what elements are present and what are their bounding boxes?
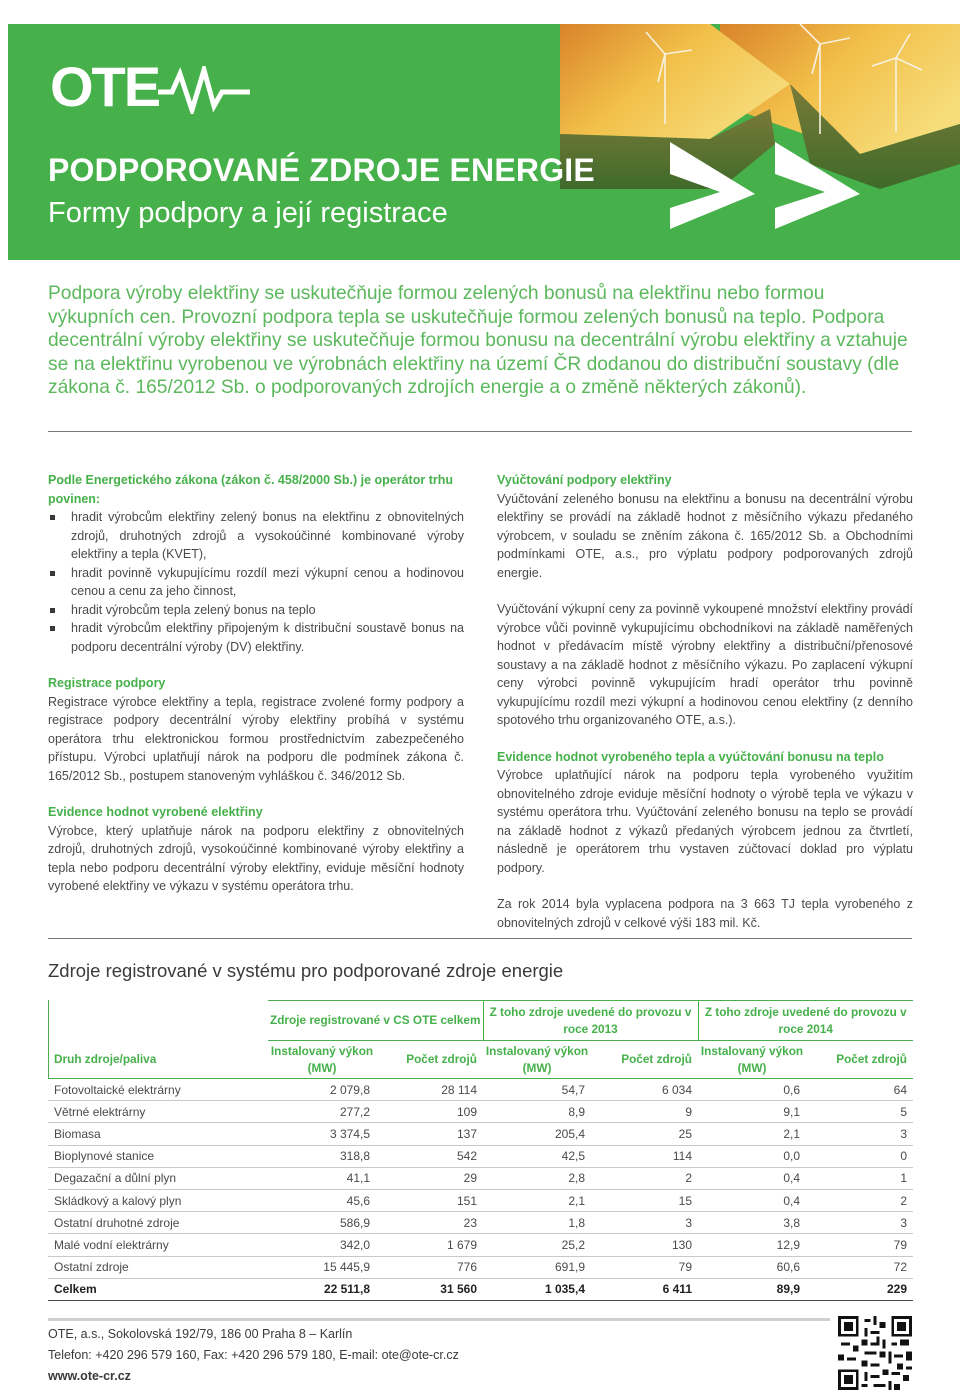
cell: 2,8 bbox=[483, 1167, 591, 1189]
cell: 542 bbox=[376, 1145, 483, 1167]
operator-duties-section bbox=[48, 471, 464, 656]
list-item: hradit výrobcům tepla zelený bonus na teplo bbox=[48, 601, 464, 620]
cell: 3 bbox=[806, 1123, 913, 1145]
cell: 3 bbox=[591, 1212, 698, 1234]
cell: 8,9 bbox=[483, 1101, 591, 1123]
cell: 0,0 bbox=[698, 1145, 806, 1167]
table-row bbox=[48, 1234, 913, 1256]
row-label: Fotovoltaické elektrárny bbox=[48, 1079, 268, 1101]
footer-address: OTE, a.s., Sokolovská 192/79, 186 00 Praha 8 – Karlín bbox=[48, 1327, 353, 1341]
cell: 2,1 bbox=[698, 1123, 806, 1145]
footer-divider bbox=[48, 1318, 830, 1321]
cell: 1,8 bbox=[483, 1212, 591, 1234]
cell: 23 bbox=[376, 1212, 483, 1234]
cell: 3 374,5 bbox=[268, 1123, 376, 1145]
registration-text: Registrace výrobce elektřiny a tepla, registrace zvolené formy podpory a registrace podpory decentrální výroby elektřiny probíhá v systému operátora trhu elektronickou formou prostřednictvím zabezpečeného přístupu. Výrobci uplatňují nárok na podporu dle podmínek zákona č. 165/2012 Sb., postupem stanoveným vyhláškou č. 346/2012 Sb. bbox=[48, 694, 464, 783]
registration-heading: Registrace podpory bbox=[48, 676, 166, 690]
col-header-count: Počet zdrojů bbox=[806, 1041, 913, 1079]
row-label: Bioplynové stanice bbox=[48, 1145, 268, 1167]
cell: 0,4 bbox=[698, 1189, 806, 1211]
cell: 25,2 bbox=[483, 1234, 591, 1256]
sources-table bbox=[48, 1000, 913, 1301]
cell: 28 114 bbox=[376, 1079, 483, 1101]
cell: 2 bbox=[591, 1167, 698, 1189]
table-row bbox=[48, 1189, 913, 1211]
billing-text-2: Vyúčtování výkupní ceny za povinně vykoupené množství elektřiny provádí výrobce vůči povinně vykupujícímu obchodníkovi na základě naměřených hodnot v předávacím místě výrobny elektřiny a distribuční/přenosové soustavy a na základě hodnot z měsíčního výkazu. Po zaplacení výkupní ceny výrobci povinně vykupujícím hradí operátor trhu povinně vykupujícímu rozdíl mezi výkupní a hodinovou cenou elektřiny (z denního spotového trhu organizovaného OTE, a.s.). bbox=[497, 602, 913, 727]
cell: 89,9 bbox=[698, 1278, 806, 1300]
table-row bbox=[48, 1167, 913, 1189]
list-item: hradit povinně vykupujícímu rozdíl mezi výkupní cenou a hodinovou cenou a cenu za jeho činnost, bbox=[48, 564, 464, 601]
list-item: hradit výrobcům elektřiny připojeným k distribuční soustavě bonus na podporu decentrální výroby (DV) elektřiny. bbox=[48, 619, 464, 656]
group-header-2013: Z toho zdroje uvedené do provozu v roce 2013 bbox=[483, 1001, 698, 1041]
cell: 342,0 bbox=[268, 1234, 376, 1256]
row-label: Malé vodní elektrárny bbox=[48, 1234, 268, 1256]
footer bbox=[48, 1324, 828, 1387]
row-label: Biomasa bbox=[48, 1123, 268, 1145]
cell: 79 bbox=[806, 1234, 913, 1256]
table-title: Zdroje registrované v systému pro podporované zdroje energie bbox=[48, 960, 564, 981]
cell: 691,9 bbox=[483, 1256, 591, 1278]
cell: 2 bbox=[806, 1189, 913, 1211]
cell: 31 560 bbox=[376, 1278, 483, 1300]
group-header-2014: Z toho zdroje uvedené do provozu v roce 2014 bbox=[698, 1001, 913, 1041]
electricity-evidence-heading: Evidence hodnot vyrobené elektřiny bbox=[48, 805, 263, 819]
cell: 15 bbox=[591, 1189, 698, 1211]
cell: 3 bbox=[806, 1212, 913, 1234]
billing-text-1: Vyúčtování zeleného bonusu na elektřinu a bonusu na decentrální výrobu elektřiny se provádí na základě hodnot z měsíčního výkazu předaného výrobcem, v souladu se zněním zákona č. 165/2012 Sb. a Obchodními podmínkami OTE, a.s., pro výplatu podpory podporovaných zdrojů energie. bbox=[497, 491, 913, 580]
cell: 25 bbox=[591, 1123, 698, 1145]
table-row bbox=[48, 1256, 913, 1278]
electricity-evidence-text: Výrobce, který uplatňuje nárok na podporu elektřiny z obnovitelných zdrojů, druhotných zdrojů, vysokoúčinné kombinované výroby elektřiny a tepla nebo podporu decentrální výroby elektřiny, eviduje měsíční hodnoty vyrobené elektřiny ve výkazu v systému operátora trhu. bbox=[48, 823, 464, 893]
footer-web-link[interactable]: www.ote-cr.cz bbox=[48, 1369, 131, 1383]
billing-heading: Vyúčtování podpory elektřiny bbox=[497, 473, 672, 487]
cell: 151 bbox=[376, 1189, 483, 1211]
cell: 45,6 bbox=[268, 1189, 376, 1211]
cell: 277,2 bbox=[268, 1101, 376, 1123]
cell: 318,8 bbox=[268, 1145, 376, 1167]
cell: 5 bbox=[806, 1101, 913, 1123]
page-title: PODPOROVANÉ ZDROJE ENERGIE bbox=[48, 152, 595, 188]
cell: 6 411 bbox=[591, 1278, 698, 1300]
col-header-power: Instalovaný výkon (MW) bbox=[268, 1041, 376, 1079]
operator-duties-heading: Podle Energetického zákona (zákon č. 458/2000 Sb.) je operátor trhu povinen: bbox=[48, 473, 453, 506]
cell: 6 034 bbox=[591, 1079, 698, 1101]
cell: 41,1 bbox=[268, 1167, 376, 1189]
cell: 79 bbox=[591, 1256, 698, 1278]
cell: 9,1 bbox=[698, 1101, 806, 1123]
divider bbox=[48, 431, 912, 432]
cell: 1 679 bbox=[376, 1234, 483, 1256]
cell: 229 bbox=[806, 1278, 913, 1300]
cell: 15 445,9 bbox=[268, 1256, 376, 1278]
cell: 114 bbox=[591, 1145, 698, 1167]
qr-code-icon bbox=[838, 1316, 912, 1390]
pulse-wave-icon bbox=[158, 66, 250, 114]
cell: 586,9 bbox=[268, 1212, 376, 1234]
table-row bbox=[48, 1145, 913, 1167]
cell: 1 bbox=[806, 1167, 913, 1189]
header-banner bbox=[8, 24, 960, 260]
cell: 3,8 bbox=[698, 1212, 806, 1234]
cell: 205,4 bbox=[483, 1123, 591, 1145]
cell: 1 035,4 bbox=[483, 1278, 591, 1300]
cell: 0,4 bbox=[698, 1167, 806, 1189]
operator-duties-list bbox=[48, 508, 464, 656]
cell: 0,6 bbox=[698, 1079, 806, 1101]
cell: 776 bbox=[376, 1256, 483, 1278]
cell: 130 bbox=[591, 1234, 698, 1256]
cell: 2 079,8 bbox=[268, 1079, 376, 1101]
table-total-row bbox=[48, 1278, 913, 1300]
registration-section bbox=[48, 674, 464, 785]
cell: 109 bbox=[376, 1101, 483, 1123]
table-row bbox=[48, 1123, 913, 1145]
footer-contact: Telefon: +420 296 579 160, Fax: +420 296 579 180, E-mail: ote@ote-cr.cz bbox=[48, 1348, 459, 1362]
cell: 9 bbox=[591, 1101, 698, 1123]
row-label: Ostatní druhotné zdroje bbox=[48, 1212, 268, 1234]
sources-table-wrapper bbox=[48, 1000, 913, 1301]
heat-evidence-text-1: Výrobce uplatňující nárok na podporu tepla vyrobeného využitím obnovitelného zdroje eviduje měsíční hodnoty o výrobě tepla ve výkazu v systému operátora trhu. Vyúčtování zeleného bonusu na teplo se provádí na základě hodnot z výkazů předaných výrobcem jednou za čtvrtletí, následně je operátorem trhu vystaven zúčtovací doklad pro výplatu podpory. bbox=[497, 768, 913, 875]
cell: 60,6 bbox=[698, 1256, 806, 1278]
row-label: Skládkový a kalový plyn bbox=[48, 1189, 268, 1211]
cell: 29 bbox=[376, 1167, 483, 1189]
ote-logo bbox=[50, 56, 240, 118]
col-header-count: Počet zdrojů bbox=[376, 1041, 483, 1079]
electricity-evidence-section bbox=[48, 803, 464, 896]
row-label: Ostatní zdroje bbox=[48, 1256, 268, 1278]
logo-text: OTE bbox=[50, 55, 160, 118]
page-subtitle: Formy podpory a její registrace bbox=[48, 197, 448, 229]
cell: 72 bbox=[806, 1256, 913, 1278]
table-row bbox=[48, 1101, 913, 1123]
cell: 2,1 bbox=[483, 1189, 591, 1211]
heat-evidence-heading: Evidence hodnot vyrobeného tepla a vyúčtování bonusu na teplo bbox=[497, 749, 884, 764]
col-header-source: Druh zdroje/paliva bbox=[48, 1041, 268, 1079]
col-header-count: Počet zdrojů bbox=[591, 1041, 698, 1079]
cell: 42,5 bbox=[483, 1145, 591, 1167]
row-label: Větrné elektrárny bbox=[48, 1101, 268, 1123]
intro-paragraph: Podpora výroby elektřiny se uskutečňuje formou zelených bonusů na elektřinu nebo formou výkupních cen. Provozní podpora tepla se uskutečňuje formou zelených bonusů na teplo. Podpora decentrální výroby elektřiny se uskutečňuje formou bonusu na decentrální výrobu elektřiny a vztahuje se na elektřinu vyrobenou ve výrobnách elektřiny na území ČR dodanou do distribuční soustavy (dle zákona č. 165/2012 Sb. o podporovaných zdrojích energie a o změně některých zákonů). bbox=[48, 283, 908, 398]
table-row bbox=[48, 1212, 913, 1234]
total-label: Celkem bbox=[48, 1278, 268, 1300]
left-column bbox=[48, 471, 464, 914]
cell: 54,7 bbox=[483, 1079, 591, 1101]
right-column bbox=[497, 471, 913, 950]
heat-evidence-text-2: Za rok 2014 byla vyplacena podpora na 3 663 TJ tepla vyrobeného z obnovitelných zdrojů v celkové výši 183 mil. Kč. bbox=[497, 897, 913, 930]
wind-turbines-photo bbox=[560, 24, 960, 260]
list-item: hradit výrobcům elektřiny zelený bonus na elektřinu z obnovitelných zdrojů, druhotných zdrojů a vysokoúčinné kombinované výroby elektřiny a tepla (KVET), bbox=[48, 508, 464, 564]
cell: 22 511,8 bbox=[268, 1278, 376, 1300]
cell: 0 bbox=[806, 1145, 913, 1167]
cell: 64 bbox=[806, 1079, 913, 1101]
row-label: Degazační a důlní plyn bbox=[48, 1167, 268, 1189]
col-header-power: Instalovaný výkon (MW) bbox=[483, 1041, 591, 1079]
table-row bbox=[48, 1079, 913, 1101]
col-header-power: Instalovaný výkon (MW) bbox=[698, 1041, 806, 1079]
divider bbox=[48, 938, 912, 939]
cell: 12,9 bbox=[698, 1234, 806, 1256]
cell: 137 bbox=[376, 1123, 483, 1145]
group-header-total: Zdroje registrované v CS OTE celkem bbox=[268, 1001, 483, 1041]
